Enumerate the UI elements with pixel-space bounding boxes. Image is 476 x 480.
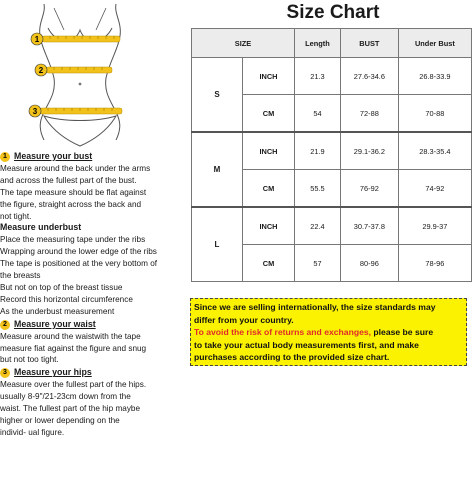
svg-text:2: 2 — [38, 66, 44, 75]
bust-cell: 72-88 — [340, 95, 398, 133]
svg-text:3: 3 — [32, 107, 38, 116]
number-badge: 1 — [0, 152, 10, 162]
unit-cell: INCH — [243, 58, 295, 95]
guide-line: individ- ual figure. — [0, 427, 65, 437]
guide-line: higher or lower depending on the — [0, 415, 120, 425]
guide-line: waist. The fullest part of the hip maybe — [0, 404, 141, 414]
guide-line: not tight. — [0, 211, 32, 221]
length-cell: 22.4 — [295, 207, 341, 245]
header-bust: BUST — [340, 29, 398, 58]
waist-marker — [35, 64, 47, 76]
unit-cell: CM — [243, 95, 295, 133]
unit-cell: CM — [243, 245, 295, 282]
bust-cell: 29.1-36.2 — [340, 132, 398, 170]
bust-section-heading: 1 Measure your bust — [0, 151, 186, 163]
header-size: SIZE — [192, 29, 295, 58]
guide-line: Record this horizontal circumference — [0, 294, 133, 304]
number-badge: 2 — [0, 320, 10, 330]
header-length: Length — [295, 29, 341, 58]
unit-cell: INCH — [243, 132, 295, 170]
size-chart-table — [191, 28, 472, 282]
length-cell: 57 — [295, 245, 341, 282]
returns-warning: To avoid the risk of returns and exchanges, — [194, 327, 372, 338]
under-bust-cell: 78-96 — [398, 245, 471, 282]
table-row — [192, 58, 472, 95]
bust-marker — [31, 33, 43, 45]
bust-cell: 76-92 — [340, 170, 398, 208]
waist-section-heading: 2 Measure your waist — [0, 319, 186, 331]
measurement-guide — [0, 150, 186, 439]
hips-section-heading: 3 Measure your hips — [0, 367, 186, 379]
length-cell: 55.5 — [295, 170, 341, 208]
under-bust-cell: 74-92 — [398, 170, 471, 208]
guide-line: Place the measuring tape under the ribs — [0, 235, 146, 245]
size-cell: S — [192, 58, 243, 133]
international-sizing-notice: Since we are selling internationally, the size standards may differ from your country. To avoid the risk of returns and exchanges, please be sure to take your actual body measurements first, and make purchases according to the provided size chart. — [190, 298, 467, 366]
bust-cell: 30.7-37.8 — [340, 207, 398, 245]
unit-cell: CM — [243, 170, 295, 208]
guide-line: but not too tight. — [0, 355, 59, 365]
guide-line: Measure around the back under the arms — [0, 163, 151, 173]
guide-line: usually 8-9"/21-23cm down from the — [0, 392, 131, 402]
guide-line: and across the fullest part of the bust. — [0, 175, 137, 185]
length-cell: 21.3 — [295, 58, 341, 95]
under-bust-cell: 29.9-37 — [398, 207, 471, 245]
bust-cell: 80-96 — [340, 245, 398, 282]
guide-line: the figure, straight across the back and — [0, 199, 142, 209]
table-row — [192, 132, 472, 170]
guide-line: the breasts — [0, 271, 41, 281]
under-bust-cell: 28.3-35.4 — [398, 132, 471, 170]
svg-text:1: 1 — [34, 35, 40, 44]
guide-line: The tape measure should be flat against — [0, 187, 147, 197]
size-chart-title: Size Chart — [286, 2, 380, 23]
guide-line: measure fiat against the figure and snug — [0, 343, 147, 353]
table-header-row — [192, 29, 472, 58]
guide-line: But not on top of the breast tissue — [0, 282, 123, 292]
body-measurement-figure — [4, 0, 154, 150]
length-cell: 21.9 — [295, 132, 341, 170]
under-bust-cell: 26.8-33.9 — [398, 58, 471, 95]
header-under-bust: Under Bust — [398, 29, 471, 58]
guide-line: Measure over the fullest part of the hips. — [0, 380, 147, 390]
under-bust-cell: 70-88 — [398, 95, 471, 133]
bust-tape — [42, 36, 120, 42]
size-cell: L — [192, 207, 243, 282]
guide-line: Wrapping around the lower edge of the ribs — [0, 247, 157, 257]
underbust-heading: Measure underbust — [0, 222, 82, 233]
guide-line: Measure around the waistwith the tape — [0, 331, 141, 341]
number-badge: 3 — [0, 368, 10, 378]
hip-tape — [40, 108, 122, 114]
size-cell: M — [192, 132, 243, 207]
bust-cell: 27.6-34.6 — [340, 58, 398, 95]
hip-marker — [29, 105, 41, 117]
unit-cell: INCH — [243, 207, 295, 245]
guide-line: The tape is positioned at the very bottom of — [0, 259, 158, 269]
length-cell: 54 — [295, 95, 341, 133]
table-row — [192, 207, 472, 245]
guide-line: As the underbust measurement — [0, 306, 115, 316]
